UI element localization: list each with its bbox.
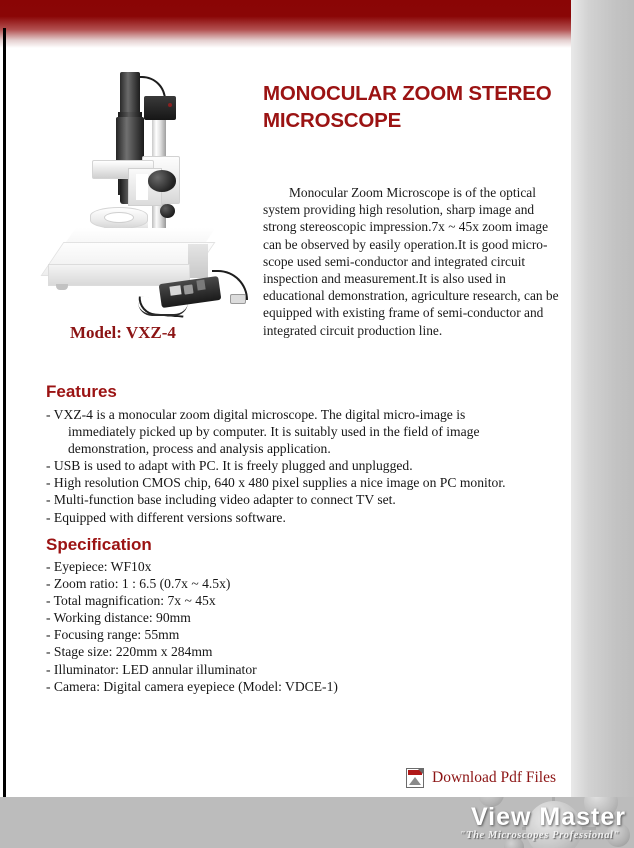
specification-item: - Camera: Digital camera eyepiece (Model: VDCE-1)	[46, 678, 338, 694]
features-list	[46, 406, 566, 526]
product-image	[42, 58, 254, 316]
feature-item: - Multi-function base including video adapter to connect TV set.	[46, 492, 396, 508]
page-title: MONOCULAR ZOOM STEREO MICROSCOPE	[263, 82, 552, 132]
download-pdf-link[interactable]	[406, 766, 556, 790]
specification-heading: Specification	[46, 535, 152, 554]
site-footer	[0, 797, 634, 848]
pdf-file-icon	[406, 768, 424, 788]
focus-knob-graphic	[148, 170, 176, 192]
eyepiece-tube-graphic	[120, 72, 140, 114]
led-ring-aperture-graphic	[104, 212, 134, 223]
power-switch-graphic	[169, 285, 181, 295]
power-button-graphic	[183, 284, 193, 294]
specification-item: - Stage size: 220mm x 284mm	[46, 644, 213, 660]
feature-item: - Equipped with different versions software.	[46, 509, 286, 525]
specification-item: - Eyepiece: WF10x	[46, 559, 152, 574]
specification-item: - Focusing range: 55mm	[46, 627, 180, 643]
feature-item-line: demonstration, process and analysis application.	[68, 441, 331, 457]
camera-module-graphic	[144, 96, 176, 120]
feature-item: - VXZ-4 is a monocular zoom digital microscope. The digital micro-image is immediately picked up by computer. It is suitably used in the field of image demonstration, process and analysis application.	[46, 406, 566, 457]
brightness-knob-graphic	[196, 279, 205, 290]
right-gradient-panel	[571, 0, 634, 800]
model-label: Model: VXZ-4	[70, 323, 176, 342]
header-banner	[0, 0, 634, 48]
specification-item: - Zoom ratio: 1 : 6.5 (0.7x ~ 4.5x)	[46, 576, 231, 592]
zoom-body-graphic	[116, 117, 144, 165]
specification-item: - Total magnification: 7x ~ 45x	[46, 593, 216, 609]
features-heading: Features	[46, 382, 117, 401]
power-cord-lower-graphic	[138, 302, 188, 316]
power-plug-graphic	[230, 294, 246, 304]
base-foot-left-graphic	[56, 284, 68, 290]
specification-item: - Illuminator: LED annular illuminator	[46, 661, 257, 677]
download-pdf-label: Download Pdf Files	[432, 769, 556, 786]
holder-slot-graphic	[136, 174, 148, 200]
product-description: Monocular Zoom Microscope is of the optical system providing high resolution, sharp image and strong stereoscopic impression.7x ~ 45x zoom image can be observed by easily operation.It is good micro-scope used semi-conductor and integrated circuit inspection and measurement.It is also used in educational demonstration, agriculture research, can be equipped with existing frame of semi-conductor and integrated circuit production line.	[263, 185, 559, 338]
feature-item: - High resolution CMOS chip, 640 x 480 pixel supplies a nice image on PC monitor.	[46, 475, 506, 491]
specification-item: - Working distance: 90mm	[46, 610, 191, 626]
camera-indicator-graphic	[168, 103, 172, 107]
brand-name: View Master	[470, 803, 626, 831]
lock-knob-graphic	[160, 204, 175, 218]
left-border-rule	[3, 28, 6, 803]
specification-list	[46, 558, 566, 695]
base-side-graphic	[188, 244, 208, 278]
brand-tagline: "The Microscopes Professional"	[459, 830, 620, 841]
feature-item: - USB is used to adapt with PC. It is freely plugged and unplugged.	[46, 458, 413, 474]
feature-item-line: immediately picked up by computer. It is suitably used in the field of image	[68, 424, 480, 440]
